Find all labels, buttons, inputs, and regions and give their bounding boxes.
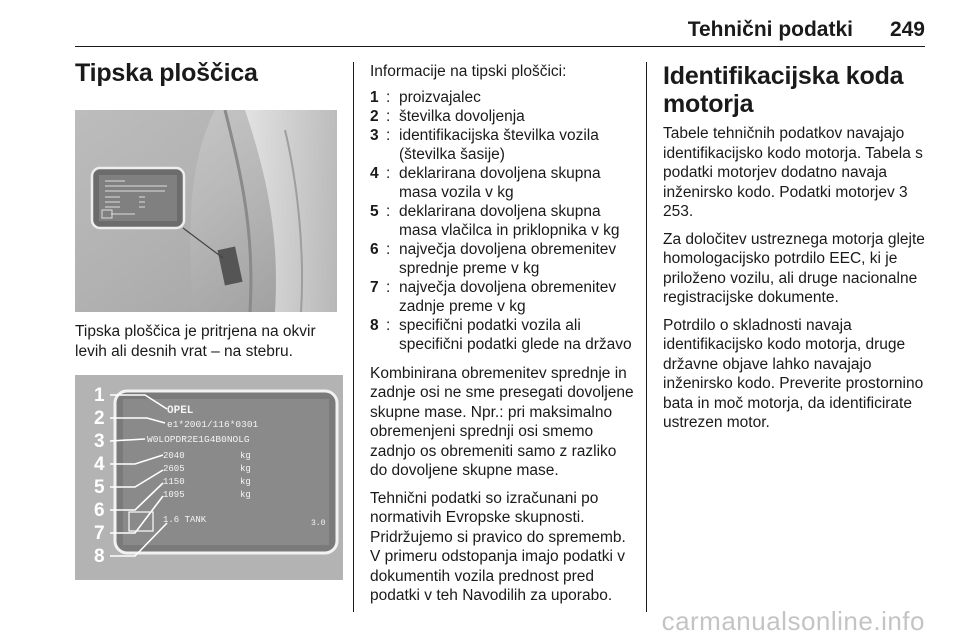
callout-2: 2 — [94, 408, 105, 429]
item-number: 3 — [370, 126, 379, 144]
header-rule — [75, 46, 925, 47]
running-head — [660, 18, 925, 48]
list-item: 4 : deklarirana dovoljena skupna masa vozila v kg — [370, 164, 601, 201]
plate-info-list — [370, 88, 636, 354]
left-column — [75, 58, 343, 88]
callout-1: 1 — [94, 385, 105, 406]
plate-unit-3: kg — [240, 477, 251, 487]
item-number: 7 — [370, 278, 379, 296]
paragraph-axle-load: Kombinirana obremenitev sprednje in zadnje osi ne sme presegati dovoljene skupne mase. Npr.: pri maksimalno obremenjeni sprednji osi smemo zadnjo os obremeniti samo z razliko do dovoljene skupne mase. — [370, 364, 634, 479]
plate-weight-4: 1095 — [163, 490, 185, 500]
type-plate-diagram — [75, 375, 343, 580]
paragraph-ec-norms: Tehnični podatki so izračunani po normativih Evropske skupnosti. Pridržujemo si pravico do sprememb. V primeru odstopanja imajo podatki v dokumentih vozila prednost pred podatki v teh Navodilih za uporabo. — [370, 489, 626, 604]
column-rule-1 — [353, 62, 354, 612]
type-plate-illustration — [75, 375, 343, 580]
item-text: identifikacijska številka vozila (številka šasije) — [399, 126, 599, 163]
plate-corner-code: 3.0 — [311, 519, 326, 528]
callout-4: 4 — [94, 454, 105, 475]
list-item: 2 : številka dovoljenja — [370, 107, 525, 125]
plate-info-intro: Informacije na tipski ploščici: — [370, 63, 567, 80]
list-item: 3 : identifikacijska številka vozila (številka šasije) — [370, 126, 599, 163]
list-item: 5 : deklarirana dovoljena skupna masa vlačilca in priklopnika v kg — [370, 202, 620, 239]
callout-8: 8 — [94, 546, 105, 567]
type-plate-caption — [75, 322, 343, 361]
plate-unit-1: kg — [240, 451, 251, 461]
item-text: proizvajalec — [399, 88, 481, 106]
callout-6: 6 — [94, 500, 105, 521]
plate-bottom-code: 1.6 TANK — [163, 515, 207, 525]
plate-weight-2: 2605 — [163, 464, 185, 474]
middle-column — [370, 62, 636, 606]
list-item: 8 : specifični podatki vozila ali specifični podatki glede na državo — [370, 316, 632, 353]
column-rule-2 — [646, 62, 647, 612]
paragraph-conformity: Potrdilo o skladnosti navaja identifikacijsko kodo motorja, druge državne objave lahko navajajo inženirsko kodo. Preverite prostornino bata in moč motorja, da identificirate ustrezen motor. — [663, 316, 924, 431]
paragraph-engine-tables: Tabele tehničnih podatkov navajajo identifikacijsko kodo motorja. Tabela s podatki motorjev dodatno navaja inženirsko kodo. Podatki motorjev 3 253. — [663, 125, 923, 220]
item-text: deklarirana dovoljena skupna masa vozila v kg — [399, 164, 601, 201]
list-item: 7 : največja dovoljena obremenitev zadnje preme v kg — [370, 278, 617, 315]
section-title: Tehnični podatki — [687, 18, 853, 41]
door-pillar-photo — [75, 110, 337, 312]
plate-weight-1: 2040 — [163, 451, 185, 461]
watermark-text: carmanualsonline.info — [661, 606, 925, 636]
door-pillar-illustration — [75, 110, 337, 312]
callout-3: 3 — [94, 431, 105, 452]
callout-5: 5 — [94, 477, 105, 498]
item-text: številka dovoljenja — [399, 107, 525, 125]
section-heading-type-plate: Tipska ploščica — [75, 59, 258, 87]
list-item: 6 : največja dovoljena obremenitev sprednje preme v kg — [370, 240, 617, 277]
page-number: 249 — [889, 18, 925, 41]
item-number: 6 — [370, 240, 379, 258]
item-number: 8 — [370, 316, 379, 334]
plate-unit-4: kg — [240, 490, 251, 500]
paragraph-eec-certificate: Za določitev ustreznega motorja glejte homologacijsko potrdilo EEC, ki je priloženo vozilu, ali druge nacionalne registracijske dokumente. — [663, 230, 925, 306]
right-column — [663, 62, 928, 433]
plate-approval: e1*2001/116*0301 — [167, 419, 259, 430]
item-text: največja dovoljena obremenitev zadnje preme v kg — [399, 278, 617, 315]
callout-7: 7 — [94, 523, 105, 544]
item-number: 4 — [370, 164, 379, 182]
caption-text: Tipska ploščica je pritrjena na okvir levih ali desnih vrat – na stebru. — [75, 323, 316, 360]
plate-unit-2: kg — [240, 464, 251, 474]
item-text: specifični podatki vozila ali specifični podatki glede na državo — [399, 316, 632, 353]
item-number: 2 — [370, 107, 379, 125]
plate-vin: W0LOPDR2E1G4B0NOLG — [147, 434, 250, 445]
item-number: 5 — [370, 202, 379, 220]
plate-weight-3: 1150 — [163, 477, 185, 487]
section-heading-engine-code: Identifikacijska koda motorja — [663, 62, 904, 118]
item-number: 1 — [370, 88, 379, 106]
item-text: deklarirana dovoljena skupna masa vlačilca in priklopnika v kg — [399, 202, 620, 239]
list-item: 1 : proizvajalec — [370, 88, 481, 106]
item-text: največja dovoljena obremenitev sprednje preme v kg — [399, 240, 617, 277]
plate-brand: OPEL — [167, 405, 194, 417]
